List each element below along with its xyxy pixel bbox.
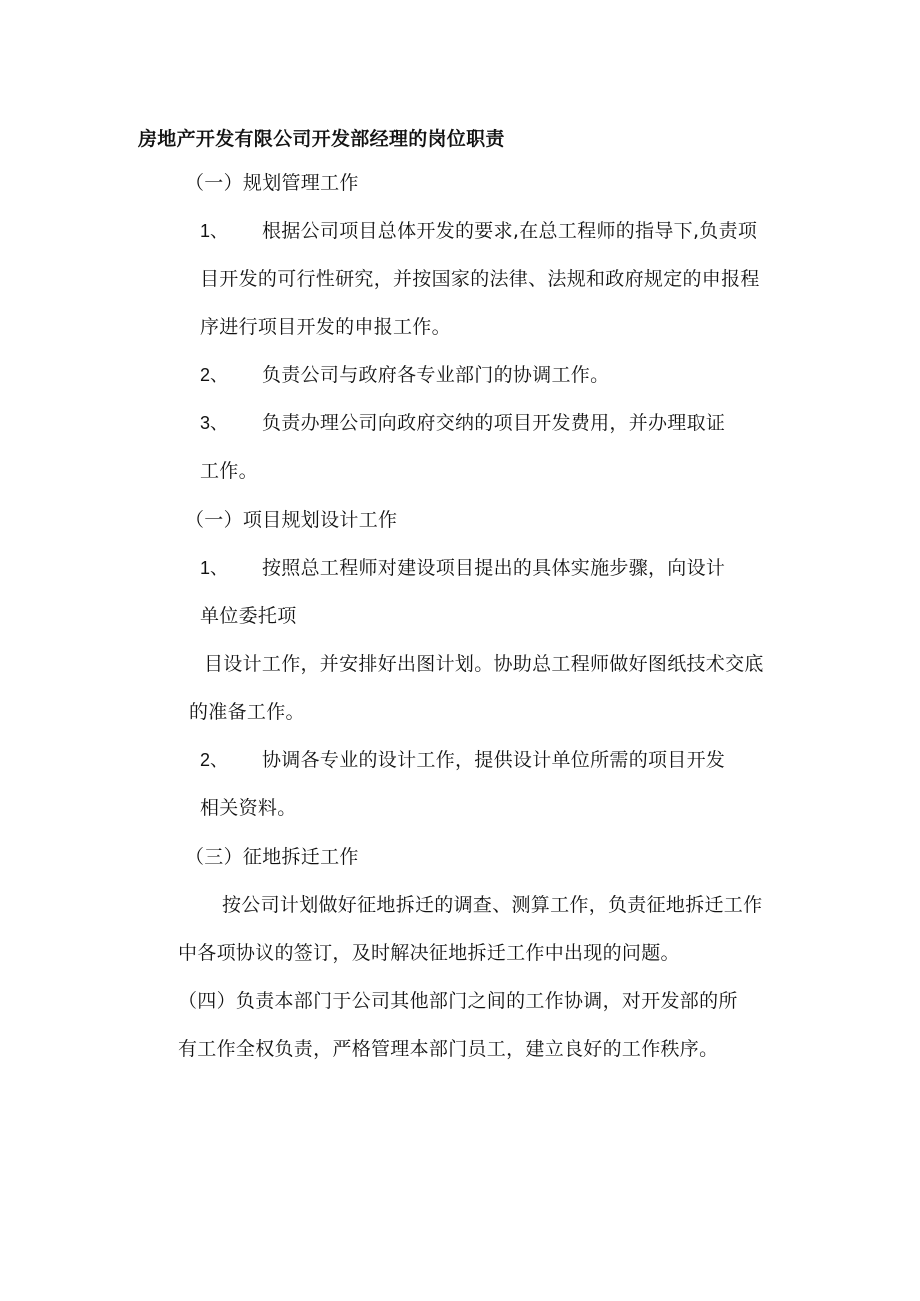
item-number: 1、 — [200, 221, 229, 241]
item-text-line: 单位委托项 — [200, 605, 297, 627]
item-text-line: 工作。 — [200, 460, 258, 482]
section-heading: （一）规划管理工作 — [185, 172, 359, 194]
section-heading: （三）征地拆迁工作 — [185, 846, 359, 868]
item-number: 2、 — [200, 750, 229, 770]
item-text-line: 的准备工作。 — [189, 701, 305, 723]
item-text-line: 目开发的可行性研究，并按国家的法律、法规和政府规定的申报程 — [200, 268, 760, 290]
paragraph-line: 按公司计划做好征地拆迁的调查、测算工作，负责征地拆迁工作 — [222, 894, 763, 916]
item-text-line: 根据公司项目总体开发的要求,在总工程师的指导下,负责项 — [262, 220, 758, 242]
item-text-line: 负责公司与政府各专业部门的协调工作。 — [262, 364, 610, 386]
item-number: 3、 — [200, 413, 229, 433]
item-number: 2、 — [200, 365, 229, 385]
item-text-line: 目设计工作，并安排好出图计划。协助总工程师做好图纸技术交底 — [204, 653, 764, 675]
document-title: 房地产开发有限公司开发部经理的岗位职责 — [138, 128, 505, 150]
paragraph-line: 有工作全权负责，严格管理本部门员工，建立良好的工作秩序。 — [178, 1038, 719, 1060]
item-text-line: 按照总工程师对建设项目提出的具体实施步骤，向设计 — [262, 557, 726, 579]
item-text-line: 协调各专业的设计工作，提供设计单位所需的项目开发 — [262, 749, 726, 771]
section-heading: （一）项目规划设计工作 — [185, 509, 398, 531]
paragraph-line: （四）负责本部门于公司其他部门之间的工作协调，对开发部的所 — [178, 990, 738, 1012]
item-number: 1、 — [200, 558, 229, 578]
item-text-line: 序进行项目开发的申报工作。 — [200, 316, 451, 338]
paragraph-line: 中各项协议的签订，及时解决征地拆迁工作中出现的问题。 — [178, 942, 680, 964]
item-text-line: 相关资料。 — [200, 797, 297, 819]
item-text-line: 负责办理公司向政府交纳的项目开发费用，并办理取证 — [262, 412, 726, 434]
